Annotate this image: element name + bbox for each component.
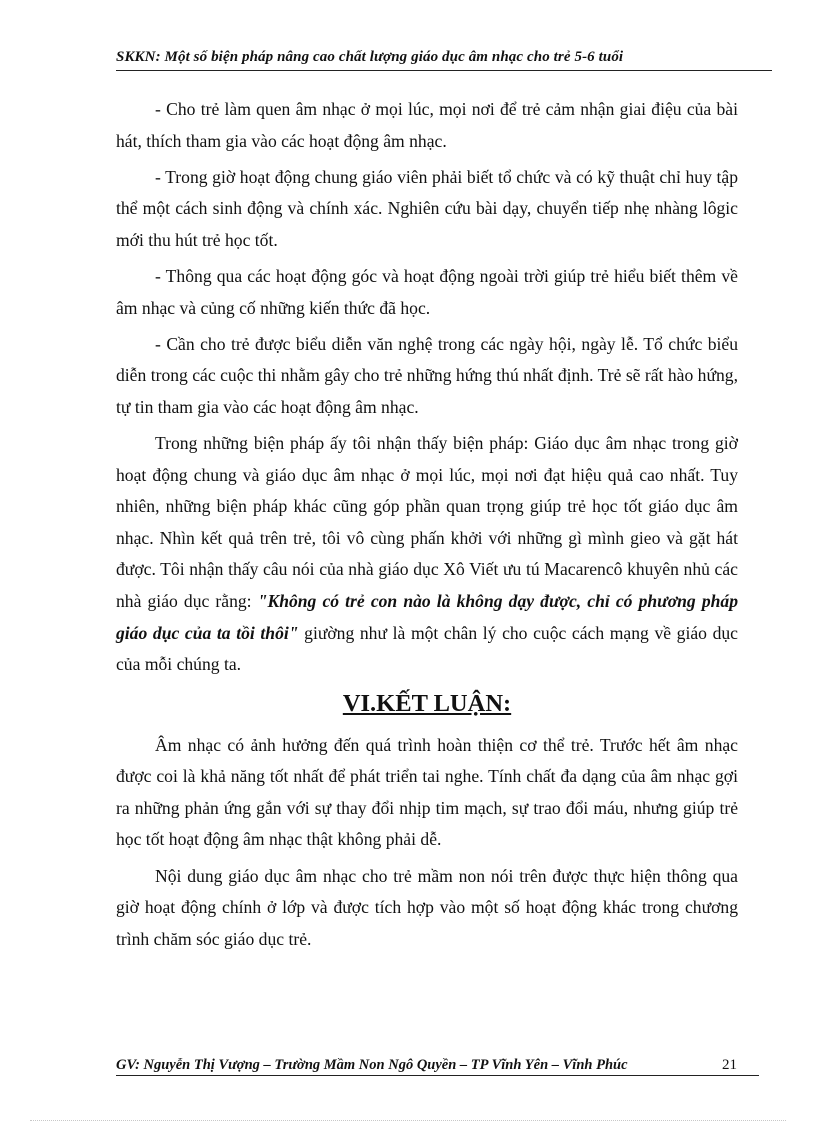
section-heading-conclusion: VI.KẾT LUẬN:: [342, 689, 512, 717]
page-footer: [116, 1057, 759, 1076]
paragraph-3: - Thông qua các hoạt động góc và hoạt động ngoài trời giúp trẻ hiểu biết thêm về âm nhạc và củng cố những kiến thức đã học.: [116, 265, 738, 318]
paragraph-5: [116, 428, 738, 681]
footer-author: GV: Nguyễn Thị Vượng – Trường Mầm Non Ngô Quyền – TP Vĩnh Yên – Vĩnh Phúc: [116, 1057, 628, 1073]
page-header: [116, 48, 772, 71]
paragraph-2: - Trong giờ hoạt động chung giáo viên phải biết tổ chức và có kỹ thuật chỉ huy tập thể một cách sinh động và chính xác. Nghiên cứu bài dạy, chuyển tiếp nhẹ nhàng lôgic mới thu hút trẻ học tốt.: [116, 166, 738, 250]
paragraph-7: Nội dung giáo dục âm nhạc cho trẻ mầm non nói trên được thực hiện thông qua giờ hoạt động chính ở lớp và được tích hợp vào một số hoạt động khác trong chương trình chăm sóc giáo dục trẻ.: [116, 865, 738, 949]
page-bottom-divider: [30, 1120, 786, 1121]
makarenko-quote: "Không có trẻ con nào là không dạy được, chỉ có phương pháp giáo dục của ta tồi thôi": [116, 590, 739, 643]
paragraph-5-lead: Trong những biện pháp ấy tôi nhận thấy biện pháp: Giáo dục âm nhạc trong giờ hoạt động chung và giáo dục âm nhạc ở mọi lúc, mọi nơi đạt hiệu quả cao nhất. Tuy nhiên, những biện pháp khác cũng góp phần quan trọng giúp trẻ học tốt giáo dục âm nhạc. Nhìn kết quả trên trẻ, tôi vô cùng phấn khởi với những gì mình gieo và gặt hát được. Tôi nhận thấy câu nói của nhà giáo dục Xô Viết ưu tú Macarencô khuyên nhủ các nhà giáo dục rằng:: [116, 432, 738, 611]
header-title: SKKN: Một số biện pháp nâng cao chất lượng giáo dục âm nhạc cho trẻ 5-6 tuổi: [116, 49, 624, 65]
document-body: [116, 94, 738, 960]
paragraph-6: Âm nhạc có ảnh hưởng đến quá trình hoàn thiện cơ thể trẻ. Trước hết âm nhạc được coi là khả năng tốt nhất để phát triển tai nghe. Tính chất đa dạng của âm nhạc gợi ra những phản ứng gắn với sự thay đổi nhịp tim mạch, sự trao đổi máu, nhưng giúp trẻ học tốt hoạt động âm nhạc thật không phải dễ.: [116, 734, 738, 850]
paragraph-1: - Cho trẻ làm quen âm nhạc ở mọi lúc, mọi nơi để trẻ cảm nhận giai điệu của bài hát, thích tham gia vào các hoạt động âm nhạc.: [116, 99, 738, 151]
paragraph-5-tail: giường như là một chân lý cho cuộc cách mạng về giáo dục của mỗi chúng ta.: [116, 622, 738, 675]
page-number: 21: [722, 1057, 737, 1073]
paragraph-4: - Cần cho trẻ được biểu diễn văn nghệ trong các ngày hội, ngày lễ. Tổ chức biểu diễn trong các cuộc thi nhằm gây cho trẻ những hứng thú nhất định. Trẻ sẽ rất hào hứng, tự tin tham gia vào các hoạt động âm nhạc.: [116, 333, 738, 417]
